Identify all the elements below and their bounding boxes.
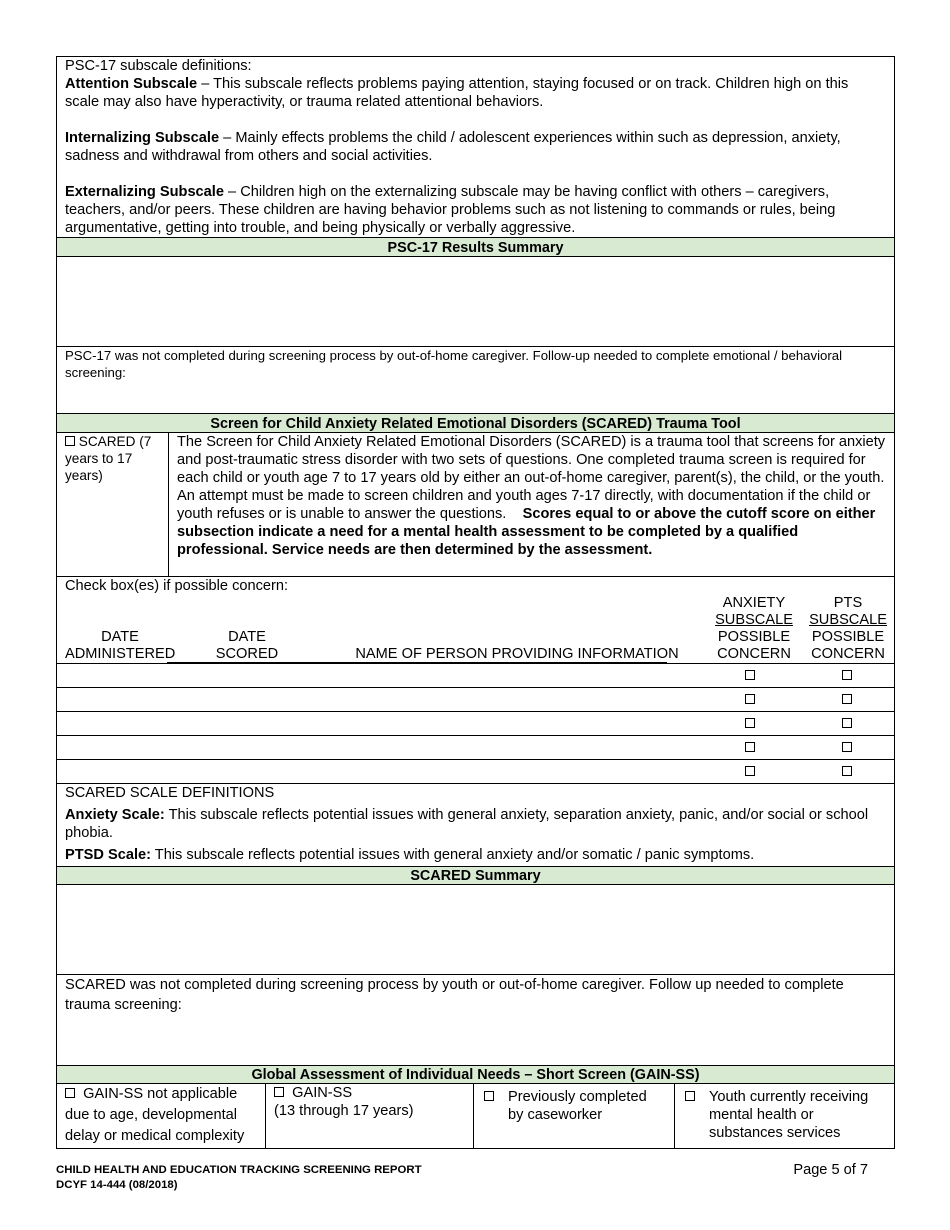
gain-not-applicable-label: GAIN-SS not applicable due to age, developmental delay or medical complexity	[65, 1086, 245, 1144]
gain-option-gainss[interactable]	[266, 1084, 474, 1148]
pts-checkbox[interactable]	[842, 694, 852, 704]
gain-header: Global Assessment of Individual Needs – Short Screen (GAIN-SS)	[57, 1065, 894, 1084]
scared-description: The Screen for Child Anxiety Related Emotional Disorders (SCARED) is a trauma tool that screens for anxiety and post-traumatic stress disorder with two sets of questions. One completed trauma screen is required for each child or youth age 7 to 17 years old by either an out-of-home caregiver, parent(s), the child, or the youth. An attempt must be made to screen children and youth ages 7-17 directly, with documentation if the child or youth refuses or is unable to answer the questions.	[177, 434, 886, 522]
psc17-not-completed[interactable]	[57, 346, 894, 413]
form-page	[56, 56, 895, 1149]
scared-entries-table	[57, 663, 894, 783]
anxiety-checkbox[interactable]	[745, 766, 755, 776]
col-date-administered-2: ADMINISTERED	[65, 646, 176, 662]
pts-checkbox[interactable]	[842, 670, 852, 680]
page-footer	[56, 1163, 868, 1193]
gain-not-applicable-checkbox[interactable]	[65, 1088, 75, 1098]
col-date-scored-1: DATE	[228, 629, 266, 645]
psc17-definitions	[57, 57, 894, 237]
col-pts-2: SUBSCALE	[809, 612, 887, 628]
ptsd-scale-term: PTSD Scale:	[65, 847, 151, 863]
externalizing-definition	[65, 183, 886, 237]
internalizing-term: Internalizing Subscale	[65, 130, 220, 146]
scared-summary-header: SCARED Summary	[57, 866, 894, 885]
footer-form-number: DCYF 14-444 (08/2018)	[56, 1179, 178, 1191]
col-pts-1: PTS	[833, 595, 863, 611]
scared-defs-heading: SCARED SCALE DEFINITIONS	[65, 785, 275, 801]
gain-previously-checkbox[interactable]	[484, 1091, 494, 1101]
psc17-summary-field[interactable]	[57, 257, 894, 346]
anxiety-checkbox[interactable]	[745, 742, 755, 752]
col-date-administered	[65, 629, 175, 663]
table-row[interactable]	[57, 736, 894, 760]
gain-option-not-applicable[interactable]	[57, 1084, 266, 1148]
scared-definitions	[57, 783, 894, 866]
gain-current-services-label: Youth currently receiving mental health or substances services	[709, 1089, 869, 1141]
table-row[interactable]	[57, 760, 894, 784]
externalizing-term: Externalizing Subscale	[65, 184, 224, 200]
scared-header: Screen for Child Anxiety Related Emotional Disorders (SCARED) Trauma Tool	[57, 413, 894, 433]
col-date-scored	[207, 629, 287, 663]
pts-checkbox[interactable]	[842, 718, 852, 728]
gain-ss-checkbox[interactable]	[274, 1087, 284, 1097]
anxiety-checkbox[interactable]	[745, 670, 755, 680]
attention-text: – This subscale reflects problems paying attention, staying focused or on track. Children high on this scale may also have hyperactivity, or trauma related attentional behaviors.	[65, 76, 849, 110]
psc17-summary-header: PSC-17 Results Summary	[57, 237, 894, 257]
anxiety-checkbox[interactable]	[745, 718, 755, 728]
col-anxiety-3: POSSIBLE	[717, 629, 791, 645]
gain-ss-label: GAIN-SS	[292, 1085, 353, 1101]
scared-table-header	[57, 576, 894, 663]
anxiety-checkbox[interactable]	[745, 694, 755, 704]
pts-checkbox[interactable]	[842, 766, 852, 776]
pts-checkbox[interactable]	[842, 742, 852, 752]
scared-description-bold: Scores equal to or above the cutoff score on either subsection indicate a need for a mental health assessment to be completed by a qualified professional. Service needs are then determined by the assessment.	[177, 506, 876, 558]
gain-previously-label: Previously completed by caseworker	[508, 1089, 647, 1123]
col-date-administered-1: DATE	[101, 629, 139, 645]
externalizing-text: – Children high on the externalizing subscale may be having conflict with others – caregivers, teachers, and/or peers. These children are having behavior problems such as not listening to commands or rules, being argumentative, getting into trouble, and being physically or verbally aggressive.	[65, 184, 836, 236]
ptsd-scale-def	[65, 846, 886, 864]
col-pts-3: POSSIBLE	[811, 629, 885, 645]
scared-not-completed[interactable]	[57, 974, 894, 1065]
attention-definition	[65, 75, 886, 111]
gain-options-row	[57, 1084, 894, 1148]
table-row[interactable]	[57, 712, 894, 736]
scared-description-cell	[169, 433, 894, 576]
scared-intro-row	[57, 433, 894, 576]
gain-option-current-services[interactable]	[675, 1084, 894, 1148]
anxiety-scale-def	[65, 806, 886, 842]
psc17-defs-heading: PSC-17 subscale definitions:	[65, 58, 252, 74]
footer-title: CHILD HEALTH AND EDUCATION TRACKING SCREENING REPORT	[56, 1164, 422, 1176]
table-row[interactable]	[57, 688, 894, 712]
col-name: NAME OF PERSON PROVIDING INFORMATION	[355, 646, 679, 662]
scared-summary-field[interactable]	[57, 885, 894, 974]
gain-option-previously[interactable]	[474, 1084, 675, 1148]
gain-current-services-checkbox[interactable]	[685, 1091, 695, 1101]
gain-ss-age: (13 through 17 years)	[274, 1103, 414, 1119]
scared-not-completed-text: SCARED was not completed during screening process by youth or out-of-home caregiver. Follow up needed to complete trauma screening:	[65, 977, 844, 1013]
internalizing-definition	[65, 129, 886, 165]
col-date-scored-2: SCORED	[215, 646, 279, 662]
scared-checkbox-label: SCARED (7 years to 17 years)	[65, 434, 152, 483]
scared-checkbox-cell[interactable]	[57, 433, 169, 576]
psc17-not-completed-text: PSC-17 was not completed during screening process by out-of-home caregiver. Follow-up needed to complete emotional / behavioral screening:	[65, 348, 843, 380]
attention-term: Attention Subscale	[65, 76, 198, 92]
col-pts-4: CONCERN	[811, 646, 885, 662]
form-box	[56, 56, 895, 1149]
header-underline	[167, 662, 667, 663]
col-anxiety	[713, 595, 795, 663]
check-prompt: Check box(es) if possible concern:	[65, 578, 289, 594]
ptsd-scale-text: This subscale reflects potential issues with general anxiety and/or somatic / panic symptoms.	[150, 847, 755, 863]
anxiety-scale-term: Anxiety Scale:	[65, 807, 165, 823]
col-anxiety-4: CONCERN	[717, 646, 791, 662]
table-row[interactable]	[57, 664, 894, 688]
scared-checkbox[interactable]	[65, 436, 75, 446]
page-number: Page 5 of 7	[793, 1162, 868, 1178]
anxiety-scale-text: This subscale reflects potential issues with general anxiety, separation anxiety, panic, and/or social or school phobia.	[65, 807, 869, 841]
col-pts	[807, 595, 889, 663]
col-anxiety-1: ANXIETY	[722, 595, 786, 611]
internalizing-text: – Mainly effects problems the child / adolescent experiences within such as depression, anxiety, sadness and withdrawal from others and social activities.	[65, 130, 841, 164]
col-anxiety-2: SUBSCALE	[715, 612, 793, 628]
